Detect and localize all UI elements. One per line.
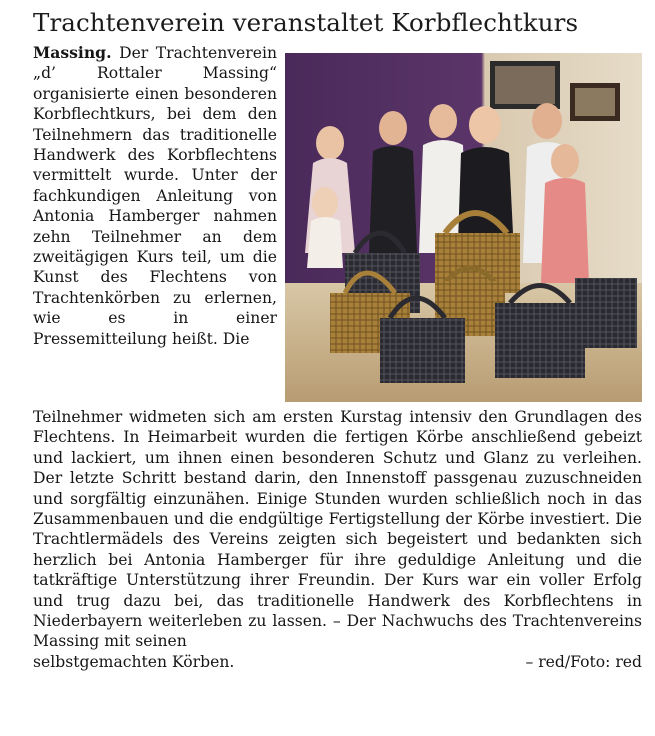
article-photo	[285, 53, 642, 402]
body-text	[33, 407, 642, 672]
caption-credit-row	[33, 652, 642, 672]
lead-column	[33, 43, 277, 349]
caption-end: selbstgemachten Körben.	[33, 652, 235, 671]
photo-credit: – red/Foto: red	[525, 652, 642, 671]
body-paragraph: Teilnehmer widmeten sich am ersten Kurstag intensiv den Grundlagen des Flechtens. In Heimarbeit wurden die fertigen Körbe anschließend gebeizt und lackiert, um ihnen einen besonderen Schutz und Glanz zu verleihen. Der letzte Schritt bestand darin, den Innenstoff passgenau zuzuschneiden und sorgfältig einzunähen. Einige Stunden wurden schließlich noch in das Zusammenbauen und die endgültige Fertigstellung der Körbe investiert. Die Trachtlermädels des Vereins zeigten sich begeistert und bedankten sich herzlich bei Antonia Hamberger für ihre geduldige Anleitung und die tatkräftige Unterstützung ihrer Freundin. Der Kurs war ein voller Erfolg und trug dazu bei, das traditionelle Handwerk des Korbflechtens in Niederbayern weiterleben zu lassen. – Der Nachwuchs des Trachtenvereins Massing mit seinen	[33, 408, 642, 651]
photo-illustration	[285, 53, 642, 402]
headline: Trachtenverein veranstaltet Korbflechtkurs	[33, 8, 579, 37]
lead-text: Der Trachtenverein „d’ Rottaler Massing“ organisierte einen besonderen Korbflechtkurs, bei dem den Teilnehmern das traditionelle Handwerk des Korbflechtens vermittelt wurde. Unter der fachkundigen Anleitung von Antonia Hamberger nahmen zehn Teilnehmer an dem zweitägigen Kurs teil, um die Kunst des Flechtens von Trachtenkörben zu erlernen, wie es in einer Pressemitteilung heißt. Die	[33, 44, 277, 348]
dateline: Massing.	[33, 43, 112, 62]
lead-paragraph	[33, 43, 277, 349]
